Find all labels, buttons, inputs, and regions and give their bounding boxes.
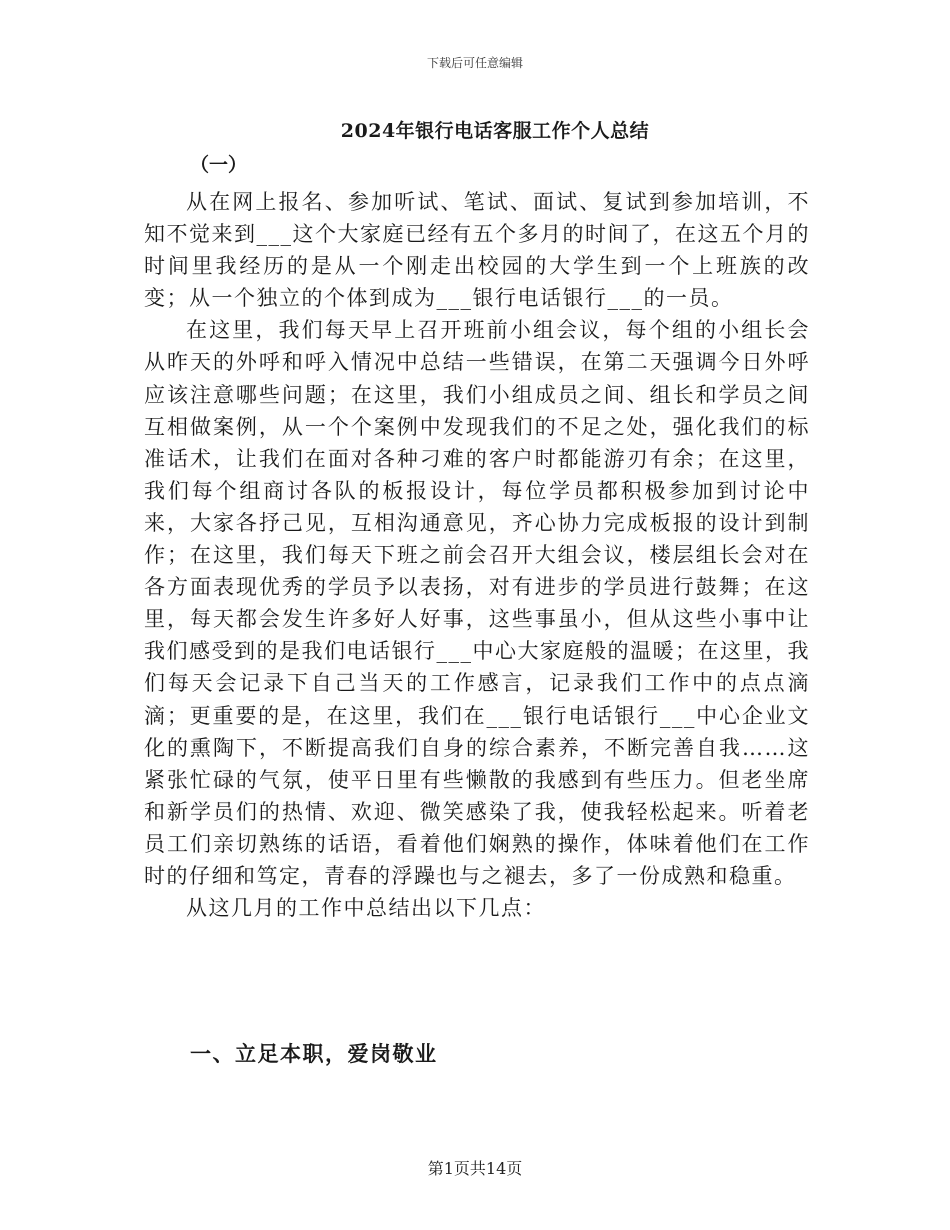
section-label: （一）	[190, 154, 248, 176]
document-body	[144, 186, 810, 924]
paragraph: 在这里，我们每天早上召开班前小组会议，每个组的小组长会从昨天的外呼和呼入情况中总结一些错误，在第二天强调今日外呼应该注意哪些问题；在这里，我们小组成员之间、组长和学员之间互相做案例，从一个个案例中发现我们的不足之处，强化我们的标准话术，让我们在面对各种刁难的客户时都能游刃有余；在这里，我们每个组商讨各队的板报设计，每位学员都积极参加到讨论中来，大家各抒己见，互相沟通意见，齐心协力完成板报的设计到制作；在这里，我们每天下班之前会召开大组会议，楼层组长会对在各方面表现优秀的学员予以表扬，对有进步的学员进行鼓舞；在这里，每天都会发生许多好人好事，这些事虽小，但从这些小事中让我们感受到的是我们电话银行___中心大家庭般的温暖；在这里，我们每天会记录下自己当天的工作感言，记录我们工作中的点点滴滴；更重要的是，在这里，我们在___银行电话银行___中心企业文化的熏陶下，不断提高我们自身的综合素养，不断完善自我……这紧张忙碌的气氛，使平日里有些懒散的我感到有些压力。但老坐席和新学员们的热情、欢迎、微笑感染了我，使我轻松起来。听着老员工们亲切熟练的话语，看着他们娴熟的操作，体味着他们在工作时的仔细和笃定，青春的浮躁也与之褪去，多了一份成熟和稳重。	[144, 318, 810, 888]
section-heading: 一、立足本职，爱岗敬业	[190, 1041, 438, 1066]
page-number-footer: 第1页共14页	[427, 1159, 523, 1178]
paragraph: 从在网上报名、参加听试、笔试、面试、复试到参加培训，不知不觉来到___这个大家庭已经有五个多月的时间了，在这五个月的时间里我经历的是从一个刚走出校园的大学生到一个上班族的改变；从一个独立的个体到成为___银行电话银行___的一员。	[144, 190, 810, 311]
paragraph: 从这几月的工作中总结出以下几点：	[186, 896, 546, 921]
header-note: 下载后可任意编辑	[426, 56, 523, 70]
document-title: 2024年银行电话客服工作个人总结	[340, 120, 650, 142]
